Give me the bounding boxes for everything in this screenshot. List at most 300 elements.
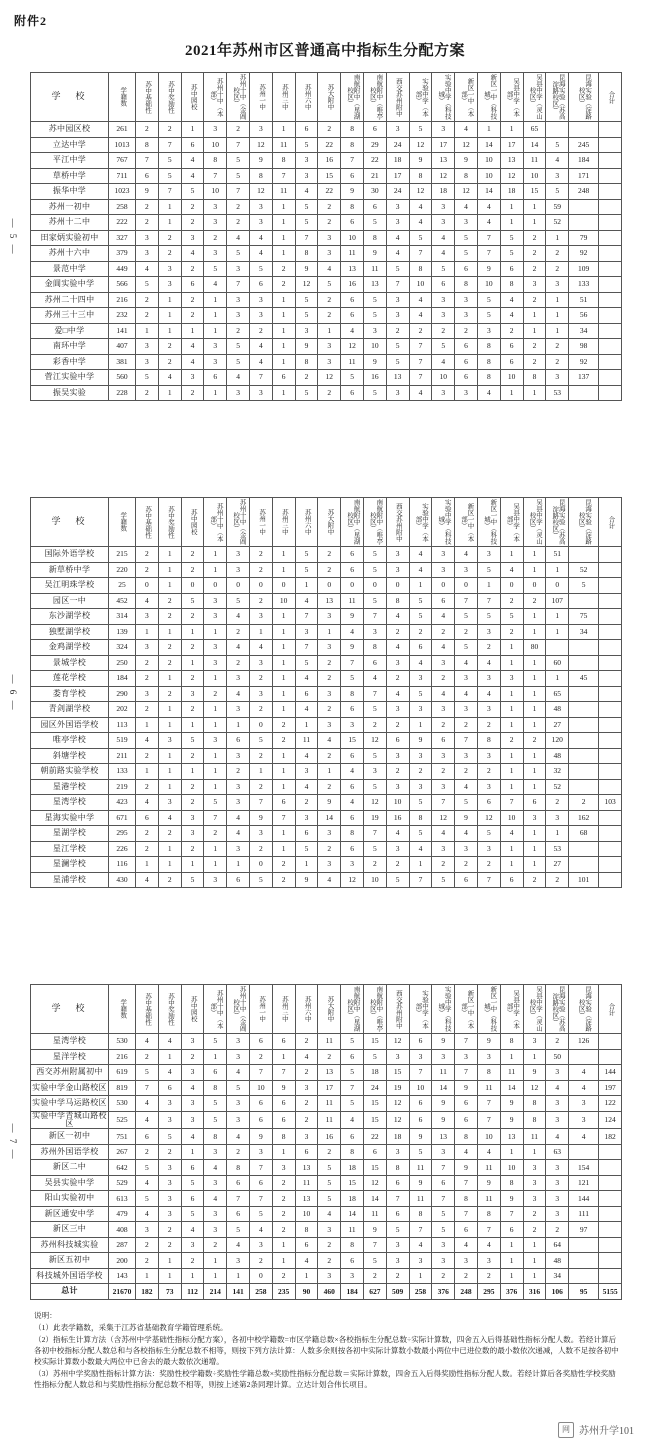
column-header-6 [227,985,250,1034]
value-cell: 7 [136,153,159,169]
value-cell: 1 [523,1237,546,1253]
value-cell: 3 [477,841,500,857]
value-cell: 2 [432,1268,455,1284]
value-cell: 7 [249,1160,272,1176]
value-cell: 10 [500,1160,523,1176]
value-cell: 7 [386,1191,409,1207]
value-cell: 2 [523,292,546,308]
value-cell: 6 [432,277,455,293]
value-cell: 8 [341,1144,364,1160]
value-cell [599,671,622,687]
value-cell: 5 [158,153,181,169]
value-cell: 3 [455,308,478,324]
value-cell: 1 [272,308,295,324]
value-cell: 5 [295,292,318,308]
value-cell: 6 [455,261,478,277]
table-row [31,354,622,370]
value-cell: 3 [546,277,569,293]
value-cell: 1 [272,246,295,262]
value-cell: 4 [249,640,272,656]
value-cell: 5 [136,1065,159,1081]
value-cell: 7 [204,810,227,826]
school-name-cell: 苏州外国语学校 [31,1144,109,1160]
value-cell [569,385,599,401]
value-cell: 767 [109,153,136,169]
value-cell: 15 [363,1160,386,1176]
value-cell: 1 [523,655,546,671]
school-name-cell: 星海实验中学 [31,810,109,826]
value-cell: 2 [158,640,181,656]
value-cell: 3 [158,261,181,277]
footer [0,1404,650,1444]
value-cell: 4 [136,1206,159,1222]
value-cell: 2 [181,609,204,625]
value-cell: 2 [272,261,295,277]
value-cell: 6 [500,354,523,370]
value-cell: 121 [569,1175,599,1191]
value-cell: 3 [432,841,455,857]
value-cell: 7 [158,137,181,153]
value-cell: 1 [249,764,272,780]
value-cell [599,655,622,671]
school-name-cell: 立达中学 [31,137,109,153]
value-cell: 1 [181,1144,204,1160]
value-cell: 5 [386,1222,409,1238]
value-cell: 12 [249,137,272,153]
value-cell: 1 [181,857,204,873]
value-cell: 1 [158,748,181,764]
value-cell: 197 [599,1080,622,1096]
value-cell: 3 [249,609,272,625]
value-cell: 2 [249,671,272,687]
table-row [31,339,622,355]
value-cell: 619 [109,1065,136,1081]
value-cell: 7 [500,1206,523,1222]
value-cell: 3 [227,795,250,811]
value-cell: 2 [181,308,204,324]
value-cell: 11 [318,1111,341,1129]
value-cell: 2 [136,841,159,857]
school-name-cell: 苏州十六中 [31,246,109,262]
value-cell: 1 [158,671,181,687]
value-cell: 5 [227,153,250,169]
value-cell: 5 [363,779,386,795]
value-cell: 222 [109,215,136,231]
value-cell: 11 [363,261,386,277]
value-cell: 2 [318,702,341,718]
value-cell: 11 [295,733,318,749]
value-cell: 5 [295,385,318,401]
value-cell: 3 [523,1034,546,1050]
value-cell: 1 [295,857,318,873]
value-cell: 5 [455,795,478,811]
value-cell: 7 [477,1096,500,1112]
column-header-label: 新区一中（本部） [460,77,474,117]
value-cell: 5 [363,292,386,308]
value-cell: 5 [409,795,432,811]
value-cell: 4 [455,547,478,563]
value-cell: 2 [249,323,272,339]
value-cell [599,215,622,231]
notes-items [34,1322,620,1390]
value-cell: 13 [432,1129,455,1145]
value-cell: 1 [158,1049,181,1065]
value-cell: 3 [432,1237,455,1253]
value-cell: 4 [500,292,523,308]
value-cell: 13 [318,593,341,609]
value-cell [569,640,599,656]
value-cell: 14 [477,184,500,200]
column-header-9 [295,985,318,1034]
value-cell: 2 [158,826,181,842]
column-header-18 [500,498,523,547]
value-cell: 2 [569,795,599,811]
value-cell: 8 [341,122,364,138]
value-cell: 2 [386,671,409,687]
value-cell: 1 [158,199,181,215]
school-name-cell: 振吴实验 [31,385,109,401]
value-cell [569,857,599,873]
column-header-4 [181,73,204,122]
value-cell: 3 [455,841,478,857]
value-cell: 12 [363,795,386,811]
value-cell: 9 [249,810,272,826]
column-header-label: 实验中学（本部） [414,989,428,1029]
value-cell [569,655,599,671]
value-cell: 1 [500,199,523,215]
value-cell: 11 [341,354,364,370]
value-cell: 1 [158,1253,181,1269]
value-cell: 2 [272,1268,295,1284]
value-cell: 27 [546,717,569,733]
value-cell: 5 [409,593,432,609]
value-cell [599,339,622,355]
value-cell: 6 [455,354,478,370]
value-cell: 5 [227,593,250,609]
value-cell: 0 [272,578,295,594]
value-cell: 202 [109,702,136,718]
value-cell: 4 [181,153,204,169]
value-cell: 5 [181,1175,204,1191]
value-cell [599,609,622,625]
value-cell: 1013 [109,137,136,153]
value-cell: 530 [109,1034,136,1050]
value-cell: 2 [181,261,204,277]
table-row [31,277,622,293]
value-cell: 11 [363,1206,386,1222]
value-cell: 6 [386,733,409,749]
column-header-label: 苏州六中 [303,84,311,110]
value-cell: 6 [363,1144,386,1160]
value-cell: 3 [409,779,432,795]
page-mark-2: — 6 — [8,674,18,711]
value-cell: 9 [523,1065,546,1081]
value-cell: 75 [569,609,599,625]
value-cell: 6 [409,1111,432,1129]
value-cell: 1 [546,624,569,640]
value-cell: 5 [569,578,599,594]
value-cell: 3 [249,385,272,401]
value-cell: 2 [158,1222,181,1238]
table-row [31,872,622,888]
value-cell: 4 [158,1065,181,1081]
value-cell: 162 [569,810,599,826]
value-cell: 133 [569,277,599,293]
value-cell: 3 [432,199,455,215]
value-cell: 1 [204,323,227,339]
column-header-22 [599,498,622,547]
value-cell: 24 [363,1080,386,1096]
value-cell: 10 [295,1206,318,1222]
value-cell: 2 [318,841,341,857]
table-row [31,230,622,246]
value-cell: 8 [500,1034,523,1050]
value-cell: 3 [409,1253,432,1269]
value-cell: 6 [455,872,478,888]
value-cell: 6 [500,339,523,355]
value-cell: 1 [546,323,569,339]
value-cell: 9 [500,1191,523,1207]
value-cell [569,764,599,780]
value-cell: 4 [249,1222,272,1238]
value-cell: 16 [318,153,341,169]
table-row [31,261,622,277]
value-cell: 3 [386,779,409,795]
value-cell: 4 [136,261,159,277]
value-cell: 144 [569,1191,599,1207]
value-cell [569,841,599,857]
table-row [31,826,622,842]
value-cell: 7 [455,1206,478,1222]
table-row [31,1222,622,1238]
table-row [31,137,622,153]
value-cell: 3 [158,1175,181,1191]
value-cell: 18 [386,1129,409,1145]
value-cell: 2 [432,323,455,339]
value-cell: 2 [318,199,341,215]
value-cell [599,1206,622,1222]
column-header-label: 西交苏州附中 [394,77,402,117]
value-cell: 2 [272,857,295,873]
value-cell: 2 [500,593,523,609]
value-cell: 2 [318,1237,341,1253]
value-cell: 671 [109,810,136,826]
value-cell: 5 [455,246,478,262]
value-cell: 2 [455,624,478,640]
value-cell: 5 [386,261,409,277]
value-cell: 1 [500,1144,523,1160]
value-cell: 13 [500,153,523,169]
value-cell: 0 [249,578,272,594]
value-cell: 12 [318,370,341,386]
value-cell: 2 [136,122,159,138]
value-cell: 7 [455,733,478,749]
value-cell: 6 [523,795,546,811]
value-cell: 3 [477,748,500,764]
value-cell: 122 [599,1096,622,1112]
value-cell: 2 [523,354,546,370]
value-cell: 10 [409,277,432,293]
value-cell: 1 [158,308,181,324]
value-cell: 13 [295,1191,318,1207]
value-cell: 3 [546,810,569,826]
column-header-label: 昆海实验（淀路校区） [577,74,592,120]
value-cell: 90 [295,1284,318,1300]
value-cell: 4 [227,1065,250,1081]
value-cell: 3 [386,562,409,578]
value-cell: 3 [158,1206,181,1222]
table-body-3 [31,1034,622,1300]
school-name-cell: 星湖学校 [31,826,109,842]
value-cell: 5 [363,308,386,324]
value-cell: 3 [477,1049,500,1065]
value-cell: 126 [569,1034,599,1050]
value-cell: 5 [181,593,204,609]
value-cell: 3 [455,1049,478,1065]
value-cell: 6 [295,1144,318,1160]
value-cell: 1 [523,308,546,324]
table-row [31,1268,622,1284]
value-cell: 50 [546,1049,569,1065]
value-cell: 4 [546,1129,569,1145]
value-cell: 2 [227,323,250,339]
value-cell: 3 [204,246,227,262]
school-name-cell: 吴县实验中学 [31,1175,109,1191]
value-cell: 1 [272,339,295,355]
value-cell: 3 [204,733,227,749]
value-cell: 3 [455,702,478,718]
value-cell [599,686,622,702]
value-cell: 2 [136,1237,159,1253]
column-header-label: 合计 [607,90,615,104]
value-cell: 2 [158,609,181,625]
value-cell: 1 [158,702,181,718]
column-header-label: 苏州十中（金阊校区） [232,74,246,120]
value-cell: 232 [109,308,136,324]
value-cell: 3 [455,1253,478,1269]
value-cell: 1 [500,547,523,563]
value-cell: 3 [158,1160,181,1176]
value-cell: 6 [341,547,364,563]
value-cell: 216 [109,292,136,308]
value-cell: 3 [204,1222,227,1238]
value-cell: 65 [523,122,546,138]
value-cell: 106 [546,1284,569,1300]
value-cell: 4 [409,1237,432,1253]
value-cell: 4 [432,686,455,702]
value-cell: 2 [318,671,341,687]
value-cell: 529 [109,1175,136,1191]
value-cell: 2 [181,779,204,795]
value-cell: 4 [546,1080,569,1096]
value-cell: 8 [455,277,478,293]
value-cell: 1 [500,857,523,873]
value-cell: 6 [432,733,455,749]
value-cell: 3 [181,686,204,702]
value-cell: 1 [500,702,523,718]
value-cell: 5 [227,1080,250,1096]
value-cell: 3 [386,385,409,401]
value-cell: 1 [272,624,295,640]
value-cell: 4 [455,1144,478,1160]
value-cell: 1 [204,717,227,733]
value-cell: 11 [477,1191,500,1207]
column-header-label: 苏中基础性 [144,505,152,539]
value-cell: 3 [318,686,341,702]
value-cell: 7 [363,609,386,625]
value-cell: 290 [109,686,136,702]
table-row [31,1144,622,1160]
value-cell: 316 [523,1284,546,1300]
value-cell: 6 [295,122,318,138]
value-cell: 1 [136,323,159,339]
value-cell: 4 [455,199,478,215]
value-cell: 2 [295,795,318,811]
value-cell: 2 [409,624,432,640]
value-cell: 5 [409,686,432,702]
column-header-label: 吴县中学（本部） [505,77,520,117]
value-cell: 2 [455,717,478,733]
value-cell: 3 [249,1144,272,1160]
value-cell: 8 [455,1191,478,1207]
value-cell: 13 [295,1160,318,1176]
value-cell: 14 [318,810,341,826]
value-cell: 4 [136,1034,159,1050]
value-cell: 141 [227,1284,250,1300]
value-cell: 2 [523,339,546,355]
value-cell: 248 [455,1284,478,1300]
value-cell: 4 [318,1206,341,1222]
value-cell: 79 [569,230,599,246]
value-cell: 11 [272,137,295,153]
value-cell: 12 [386,1034,409,1050]
value-cell: 182 [599,1129,622,1145]
value-cell: 6 [386,1175,409,1191]
value-cell: 248 [569,184,599,200]
value-cell: 3 [158,795,181,811]
value-cell: 5 [386,354,409,370]
value-cell: 2 [546,795,569,811]
value-cell: 18 [386,153,409,169]
column-header-22 [599,985,622,1034]
column-header-17 [477,73,500,122]
value-cell [599,593,622,609]
value-cell: 4 [477,655,500,671]
value-cell [599,733,622,749]
value-cell: 0 [432,578,455,594]
school-name-cell: 金鸡湖学校 [31,640,109,656]
column-header-label: 南航附中（唯亭校区） [368,499,383,545]
value-cell: 3 [249,199,272,215]
value-cell: 1 [158,764,181,780]
value-cell: 0 [500,578,523,594]
value-cell: 519 [109,733,136,749]
value-cell [599,1191,622,1207]
value-cell: 53 [546,385,569,401]
value-cell: 5 [295,215,318,231]
value-cell: 5 [386,339,409,355]
table-row [31,215,622,231]
value-cell [599,1144,622,1160]
table-header-2 [31,498,622,547]
table-row [31,1034,622,1050]
value-cell: 2 [249,1253,272,1269]
value-cell: 9 [500,1111,523,1129]
value-cell: 4 [409,215,432,231]
value-cell: 3 [386,547,409,563]
value-cell: 2 [158,1144,181,1160]
value-cell: 1 [204,841,227,857]
